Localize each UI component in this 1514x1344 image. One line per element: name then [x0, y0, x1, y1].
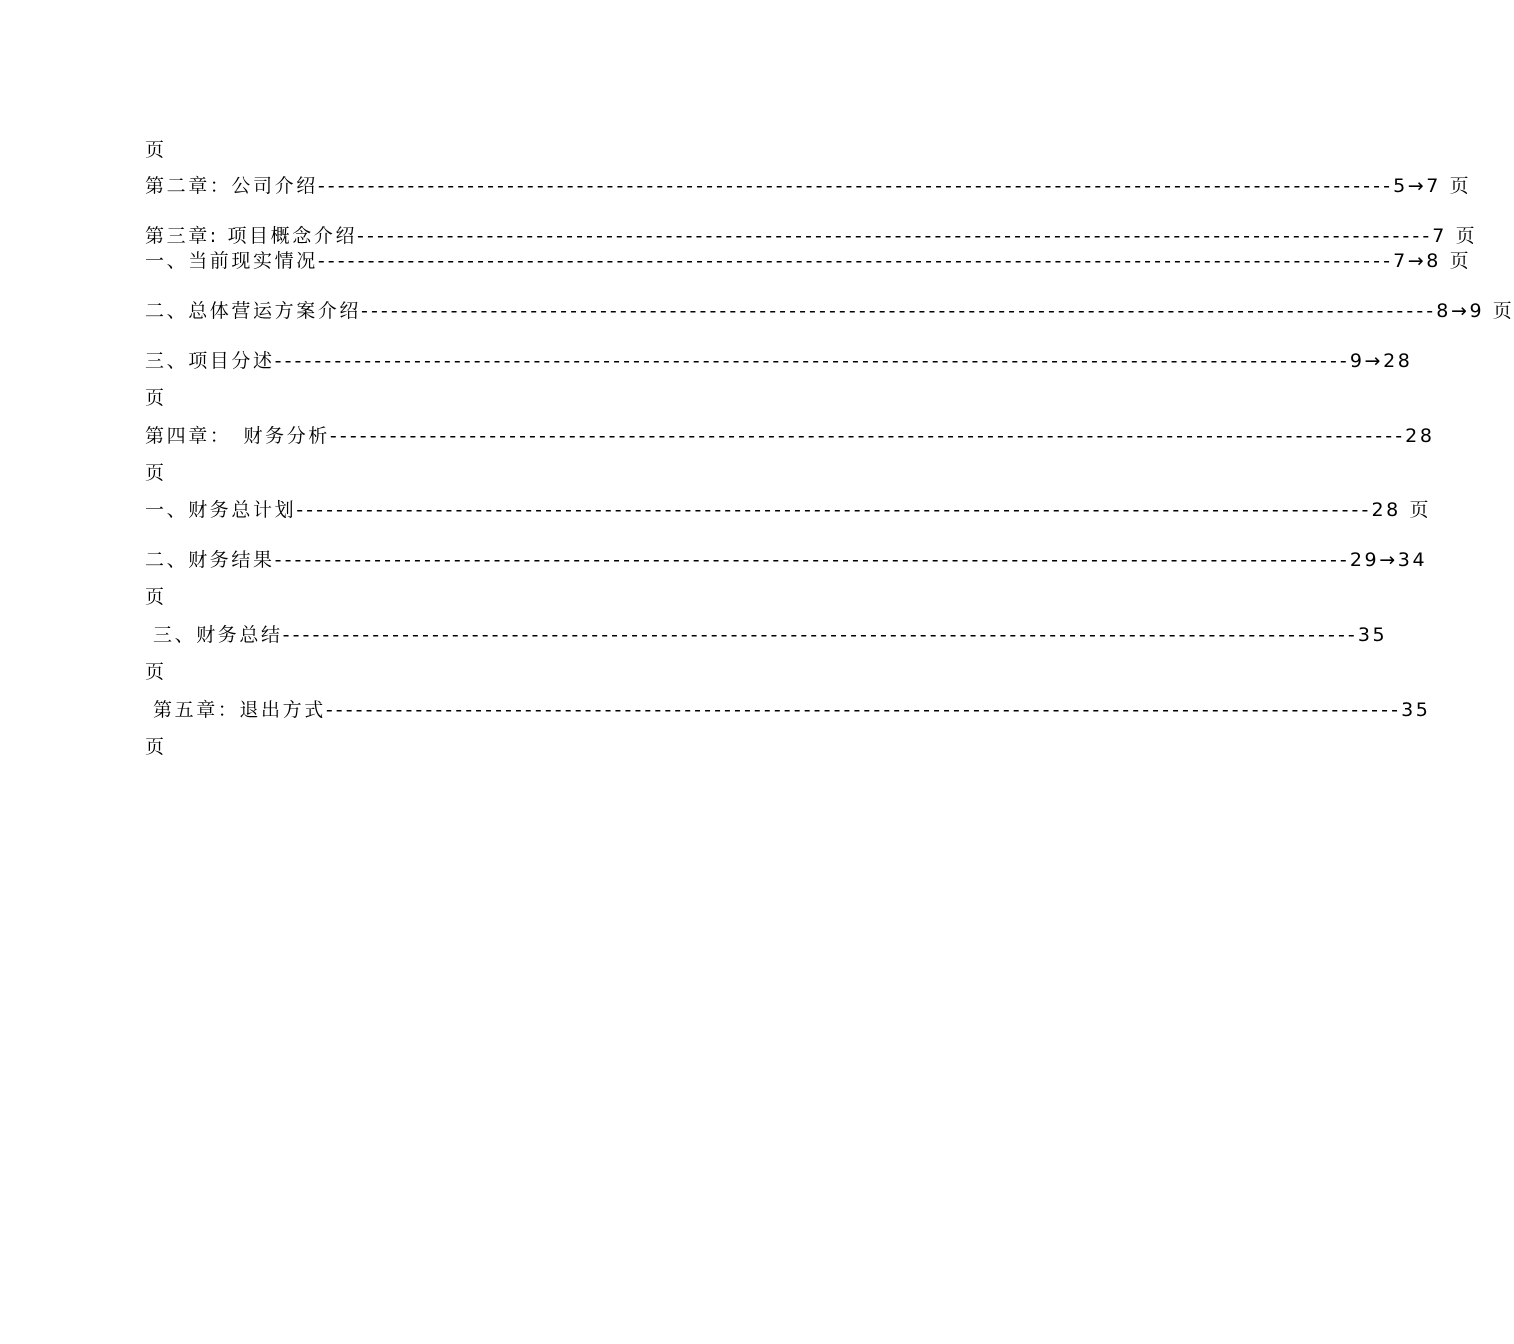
toc-page-ref-continuation: 页 — [145, 736, 165, 758]
toc-entry-chapter-5 — [153, 697, 1431, 723]
toc-page-ref: 8→9 页 — [1436, 300, 1514, 322]
toc-entry-title: 三、项目分述 — [145, 350, 275, 372]
toc-leader-dashes: ------------------------------------------------------------------------------------------------------------ — [274, 549, 1350, 571]
toc-leader-dashes: ------------------------------------------------------------------------------------------------------------ — [357, 225, 1433, 247]
toc-page-ref: 5→7 页 — [1393, 175, 1472, 197]
toc-leader-dashes: ------------------------------------------------------------------------------------------------------------ — [317, 250, 1394, 272]
toc-page-ref: 9→28 — [1349, 350, 1413, 372]
toc-entry-operation-plan — [145, 298, 1514, 324]
toc-leader-dashes: ------------------------------------------------------------------------------------------------------------ — [329, 425, 1406, 447]
toc-leader-dashes: ------------------------------------------------------------------------------------------------------------ — [361, 300, 1437, 322]
toc-entry-title: 三、财务总结 — [153, 624, 283, 646]
toc-entry-title: 第五章：退出方式 — [153, 699, 326, 721]
toc-entry-title: 第二章：公司介绍 — [145, 175, 318, 197]
toc-entry-finance-results — [145, 547, 1428, 573]
toc-entry-chapter-4 — [145, 423, 1435, 449]
toc-entry-title: 一、当前现实情况 — [145, 250, 318, 272]
toc-page-ref: 7 页 — [1432, 225, 1478, 247]
toc-page-ref-continuation: 页 — [145, 661, 165, 683]
toc-continued-page-label: 页 — [145, 139, 165, 161]
toc-leader-dashes: ------------------------------------------------------------------------------------------------------------ — [317, 175, 1394, 197]
toc-entry-current-situation — [145, 248, 1472, 274]
toc-page-ref-continuation: 页 — [145, 462, 165, 484]
toc-entry-finance-plan — [145, 497, 1432, 523]
toc-page-ref: 28 页 — [1371, 499, 1432, 521]
toc-entry-chapter-2 — [145, 173, 1472, 199]
toc-leader-dashes: ------------------------------------------------------------------------------------------------------------ — [282, 624, 1358, 646]
toc-leader-dashes: ------------------------------------------------------------------------------------------------------------ — [274, 350, 1350, 372]
toc-page-ref: 35 — [1401, 699, 1431, 721]
toc-page-ref: 28 — [1405, 425, 1435, 447]
toc-entry-title: 第四章： 财务分析 — [145, 425, 330, 447]
toc-entry-title: 第三章: 项目概念介绍 — [145, 225, 358, 247]
toc-entry-project-details — [145, 348, 1413, 374]
toc-entry-finance-summary — [153, 622, 1388, 648]
toc-leader-dashes: ------------------------------------------------------------------------------------------------------------ — [296, 499, 1372, 521]
toc-page-ref-continuation: 页 — [145, 586, 165, 608]
toc-entry-title: 二、财务结果 — [145, 549, 275, 571]
toc-page-ref-continuation: 页 — [145, 387, 165, 409]
toc-leader-dashes: ------------------------------------------------------------------------------------------------------------ — [325, 699, 1402, 721]
toc-page-ref: 7→8 页 — [1393, 250, 1472, 272]
toc-entry-chapter-3 — [145, 223, 1478, 249]
toc-entry-title: 一、财务总计划 — [145, 499, 297, 521]
toc-entry-title: 二、总体营运方案介绍 — [145, 300, 362, 322]
toc-page-ref: 35 — [1357, 624, 1388, 646]
toc-page-ref: 29→34 — [1349, 549, 1428, 571]
